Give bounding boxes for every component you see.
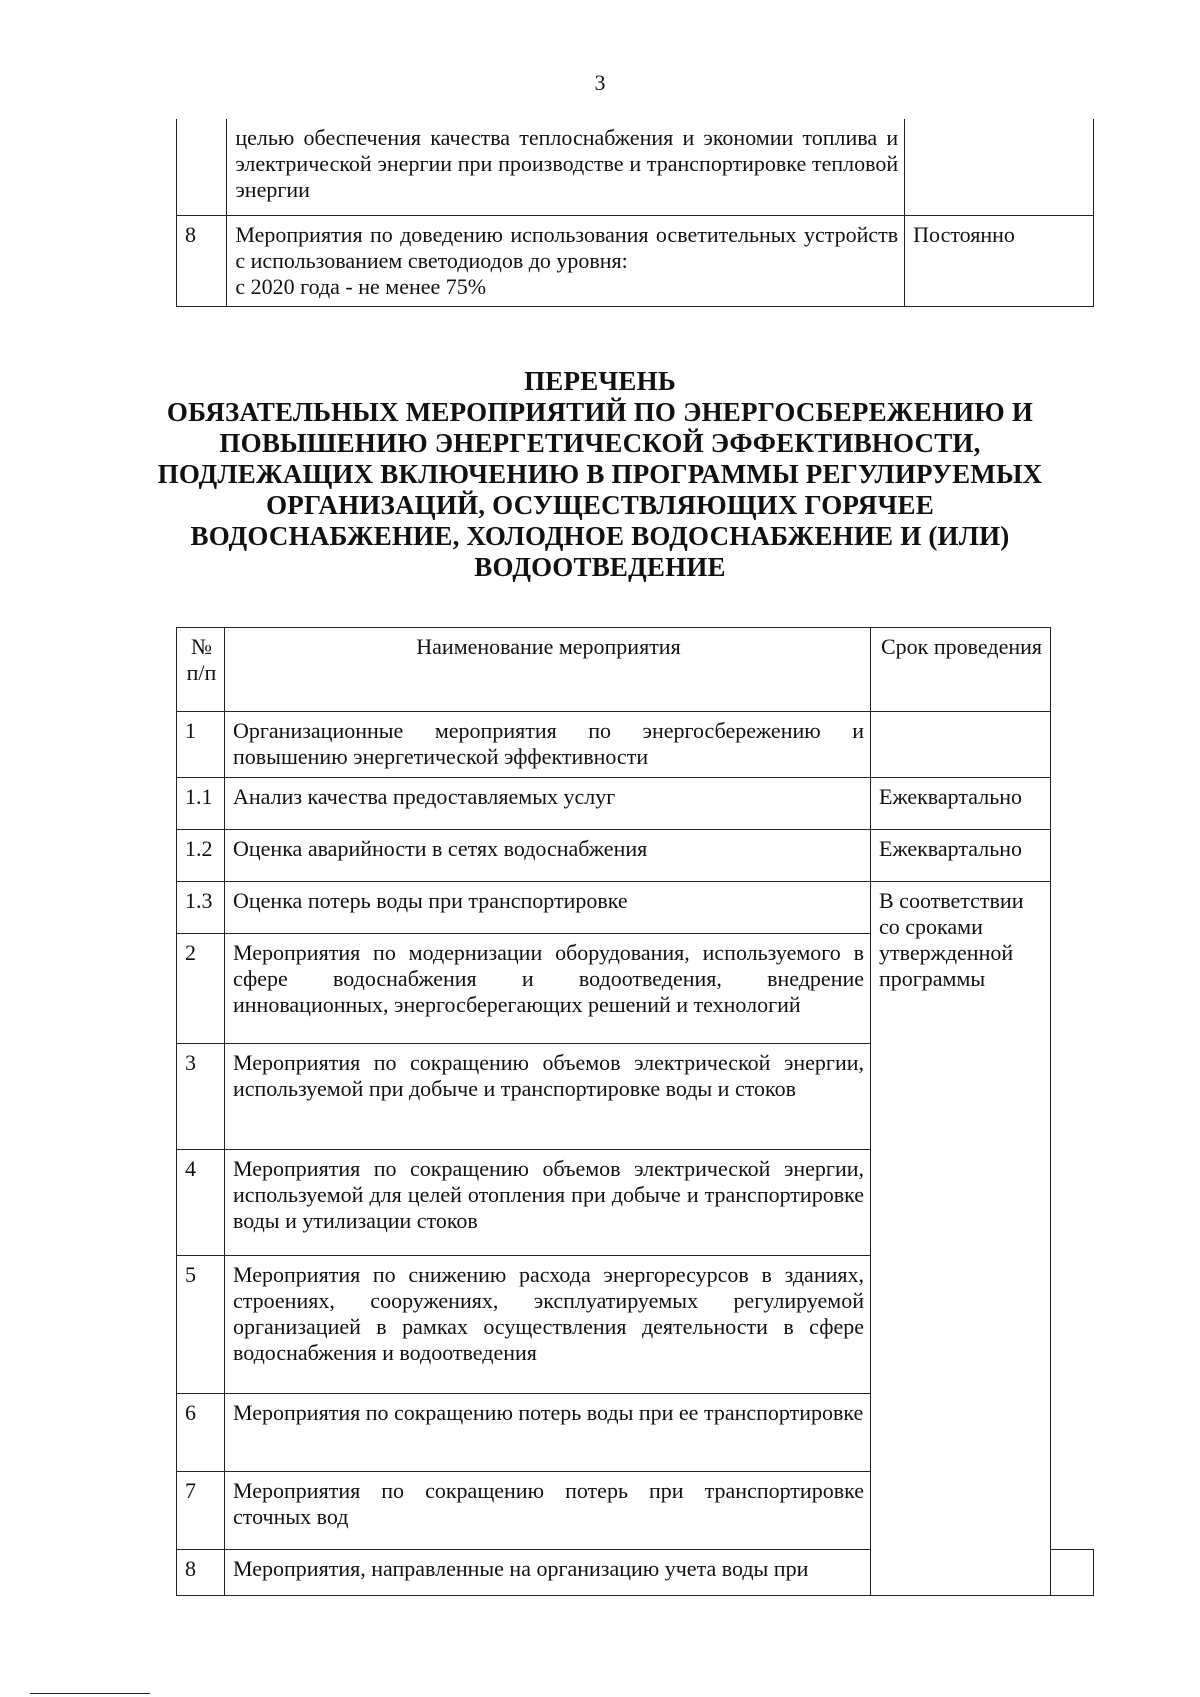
row-name: Мероприятия, направленные на организацию учета воды при: [225, 1550, 871, 1596]
row-number: 1: [177, 712, 225, 778]
header-term: Срок проведения: [871, 628, 1051, 712]
row-number: 1.1: [177, 778, 225, 830]
row-name: Мероприятия по снижению расхода энергоресурсов в зданиях, строениях, сооружениях, эксплуатируемых регулируемой организацией в рамках осуществления деятельности в сфере водоснабжения и водоотведения: [225, 1256, 871, 1394]
row-term: [905, 119, 1094, 215]
document-heading: [150, 366, 1050, 583]
row-name: Мероприятия по сокращению потерь воды при ее транспортировке: [225, 1394, 871, 1472]
header-name: Наименование мероприятия: [225, 628, 871, 712]
table-header-row: [177, 628, 1094, 712]
row-number: 1.2: [177, 830, 225, 882]
row-name: Мероприятия по сокращению объемов электрической энергии, используемой при добыче и транспортировке воды и стоков: [225, 1044, 871, 1150]
page-number: 3: [594, 70, 606, 95]
row-name: Анализ качества предоставляемых услуг: [225, 778, 871, 830]
row-number: 8: [177, 215, 227, 306]
row-name: Мероприятия по сокращению потерь при транспортировке сточных вод: [225, 1472, 871, 1550]
row-number: 2: [177, 934, 225, 1044]
row-number: 1.3: [177, 882, 225, 934]
continued-table: [176, 119, 1094, 307]
row-term: [1051, 1550, 1094, 1596]
row-term: В соответствии со сроками утвержденной программы: [871, 882, 1051, 1596]
heading-line: ОБЯЗАТЕЛЬНЫХ МЕРОПРИЯТИЙ ПО ЭНЕРГОСБЕРЕЖЕНИЮ И: [166, 397, 1034, 427]
row-name: Оценка потерь воды при транспортировке: [225, 882, 871, 934]
row-name: Оценка аварийности в сетях водоснабжения: [225, 830, 871, 882]
header-num: № п/п: [177, 628, 225, 712]
row-term: Ежеквартально: [871, 830, 1051, 882]
row-name-line2: с 2020 года - не менее 75%: [235, 273, 487, 299]
heading-line: ПЕРЕЧЕНЬ: [524, 366, 676, 396]
table-row: [177, 778, 1094, 830]
row-name-cell: [227, 215, 905, 306]
heading-line: ОРГАНИЗАЦИЙ, ОСУЩЕСТВЛЯЮЩИХ ГОРЯЧЕЕ: [266, 490, 934, 520]
row-term: Постоянно: [905, 215, 1094, 306]
row-number: 6: [177, 1394, 225, 1472]
row-number: 8: [177, 1550, 225, 1596]
row-number: 4: [177, 1150, 225, 1256]
footnote-divider: [30, 1693, 150, 1694]
table-row: [177, 830, 1094, 882]
row-name: Мероприятия по сокращению объемов электрической энергии, используемой для целей отопления при добыче и транспортировке воды и утилизации стоков: [225, 1150, 871, 1256]
row-name: Мероприятия по модернизации оборудования, используемого в сфере водоснабжения и водоотведения, внедрение инновационных, энергосберегающих решений и технологий: [225, 934, 871, 1044]
row-name: целью обеспечения качества теплоснабжения и экономии топлива и электрической энергии при производстве и транспортировке тепловой энергии: [227, 119, 905, 215]
measures-table: [176, 627, 1094, 1596]
heading-line: ПОВЫШЕНИЮ ЭНЕРГЕТИЧЕСКОЙ ЭФФЕКТИВНОСТИ,: [219, 428, 981, 458]
row-number: 3: [177, 1044, 225, 1150]
table-row: [177, 215, 1094, 306]
row-number: [177, 119, 227, 215]
row-term: Ежеквартально: [871, 778, 1051, 830]
table-row: [177, 712, 1094, 778]
row-name: Организационные мероприятия по энергосбережению и повышению энергетической эффективности: [225, 712, 871, 778]
row-term: [871, 712, 1051, 778]
table-row: [177, 119, 1094, 215]
row-number: 5: [177, 1256, 225, 1394]
heading-line: ВОДОСНАБЖЕНИЕ, ХОЛОДНОЕ ВОДОСНАБЖЕНИЕ И (ИЛИ): [190, 521, 1010, 551]
table-row: [177, 882, 1094, 934]
row-name: Мероприятия по доведению использования осветительных устройств с использованием светодиодов до уровня:: [235, 221, 899, 273]
heading-line: ВОДООТВЕДЕНИЕ: [474, 552, 726, 582]
row-number: 7: [177, 1472, 225, 1550]
heading-line: ПОДЛЕЖАЩИХ ВКЛЮЧЕНИЮ В ПРОГРАММЫ РЕГУЛИРУЕМЫХ: [157, 459, 1043, 489]
